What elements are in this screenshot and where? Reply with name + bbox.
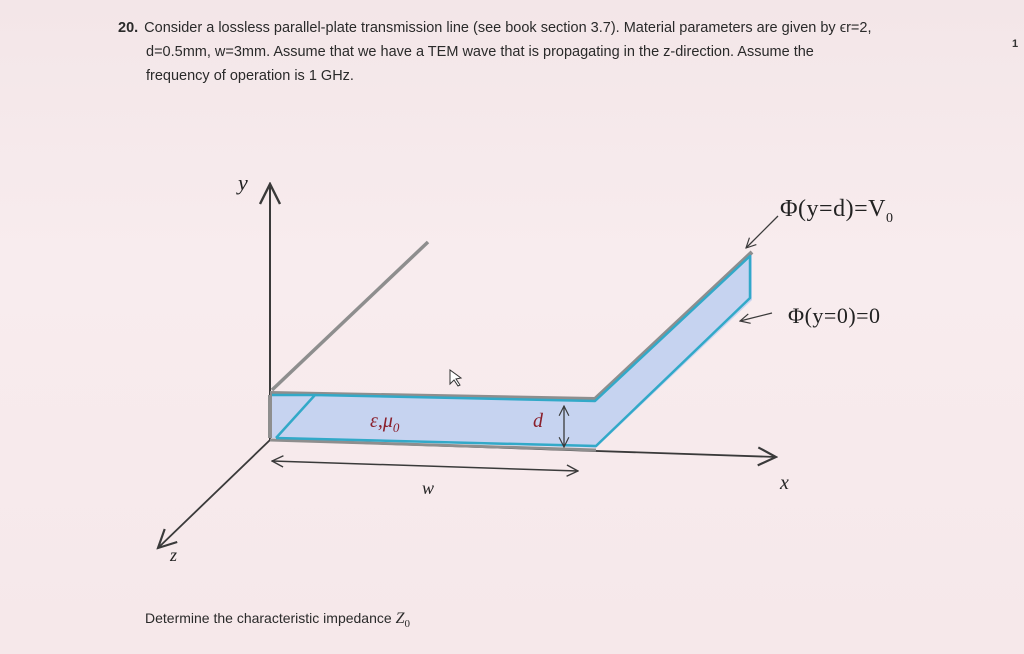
z-axis <box>158 440 270 548</box>
y-axis-label: y <box>238 170 248 195</box>
cursor-icon <box>450 370 461 386</box>
problem-line-3: frequency of operation is 1 GHz. <box>146 68 354 84</box>
question-prompt <box>145 610 410 630</box>
question-text: Determine the characteristic impedance <box>145 610 392 626</box>
impedance-symbol-sub: 0 <box>404 618 410 631</box>
z-axis-label: z <box>170 545 178 565</box>
bottom-plate-potential: Φ(y=0)=0 <box>788 303 881 328</box>
d-dimension-label: d <box>533 410 543 432</box>
phi-bottom-leader <box>740 313 772 321</box>
problem-text-1: Consider a lossless parallel-plate transmission line (see book section 3.7). Material parameters are given by ϵr=2, <box>144 20 872 36</box>
x-axis-label: x <box>780 472 789 494</box>
problem-number: 20. <box>118 20 139 36</box>
top-plate-potential <box>780 196 893 227</box>
material-subscript: 0 <box>392 420 400 435</box>
impedance-symbol <box>395 610 410 631</box>
w-dimension-arrow <box>272 461 578 471</box>
page-marker: 1 <box>1012 38 1019 50</box>
w-dimension-label: w <box>422 478 435 498</box>
problem-line-2: d=0.5mm, w=3mm. Assume that we have a TEM wave that is propagating in the z-direction. Assume the <box>146 44 814 60</box>
impedance-symbol-text: Z <box>395 610 405 627</box>
plate-dielectric <box>270 252 752 448</box>
material-label <box>370 410 399 436</box>
top-plate-potential-sub: 0 <box>885 210 894 226</box>
material-symbol: ε,μ <box>370 410 393 432</box>
rear-plate-edge <box>272 242 428 390</box>
phi-top-leader <box>746 216 778 248</box>
top-plate-potential-text: Φ(y=d)=V <box>780 196 886 222</box>
